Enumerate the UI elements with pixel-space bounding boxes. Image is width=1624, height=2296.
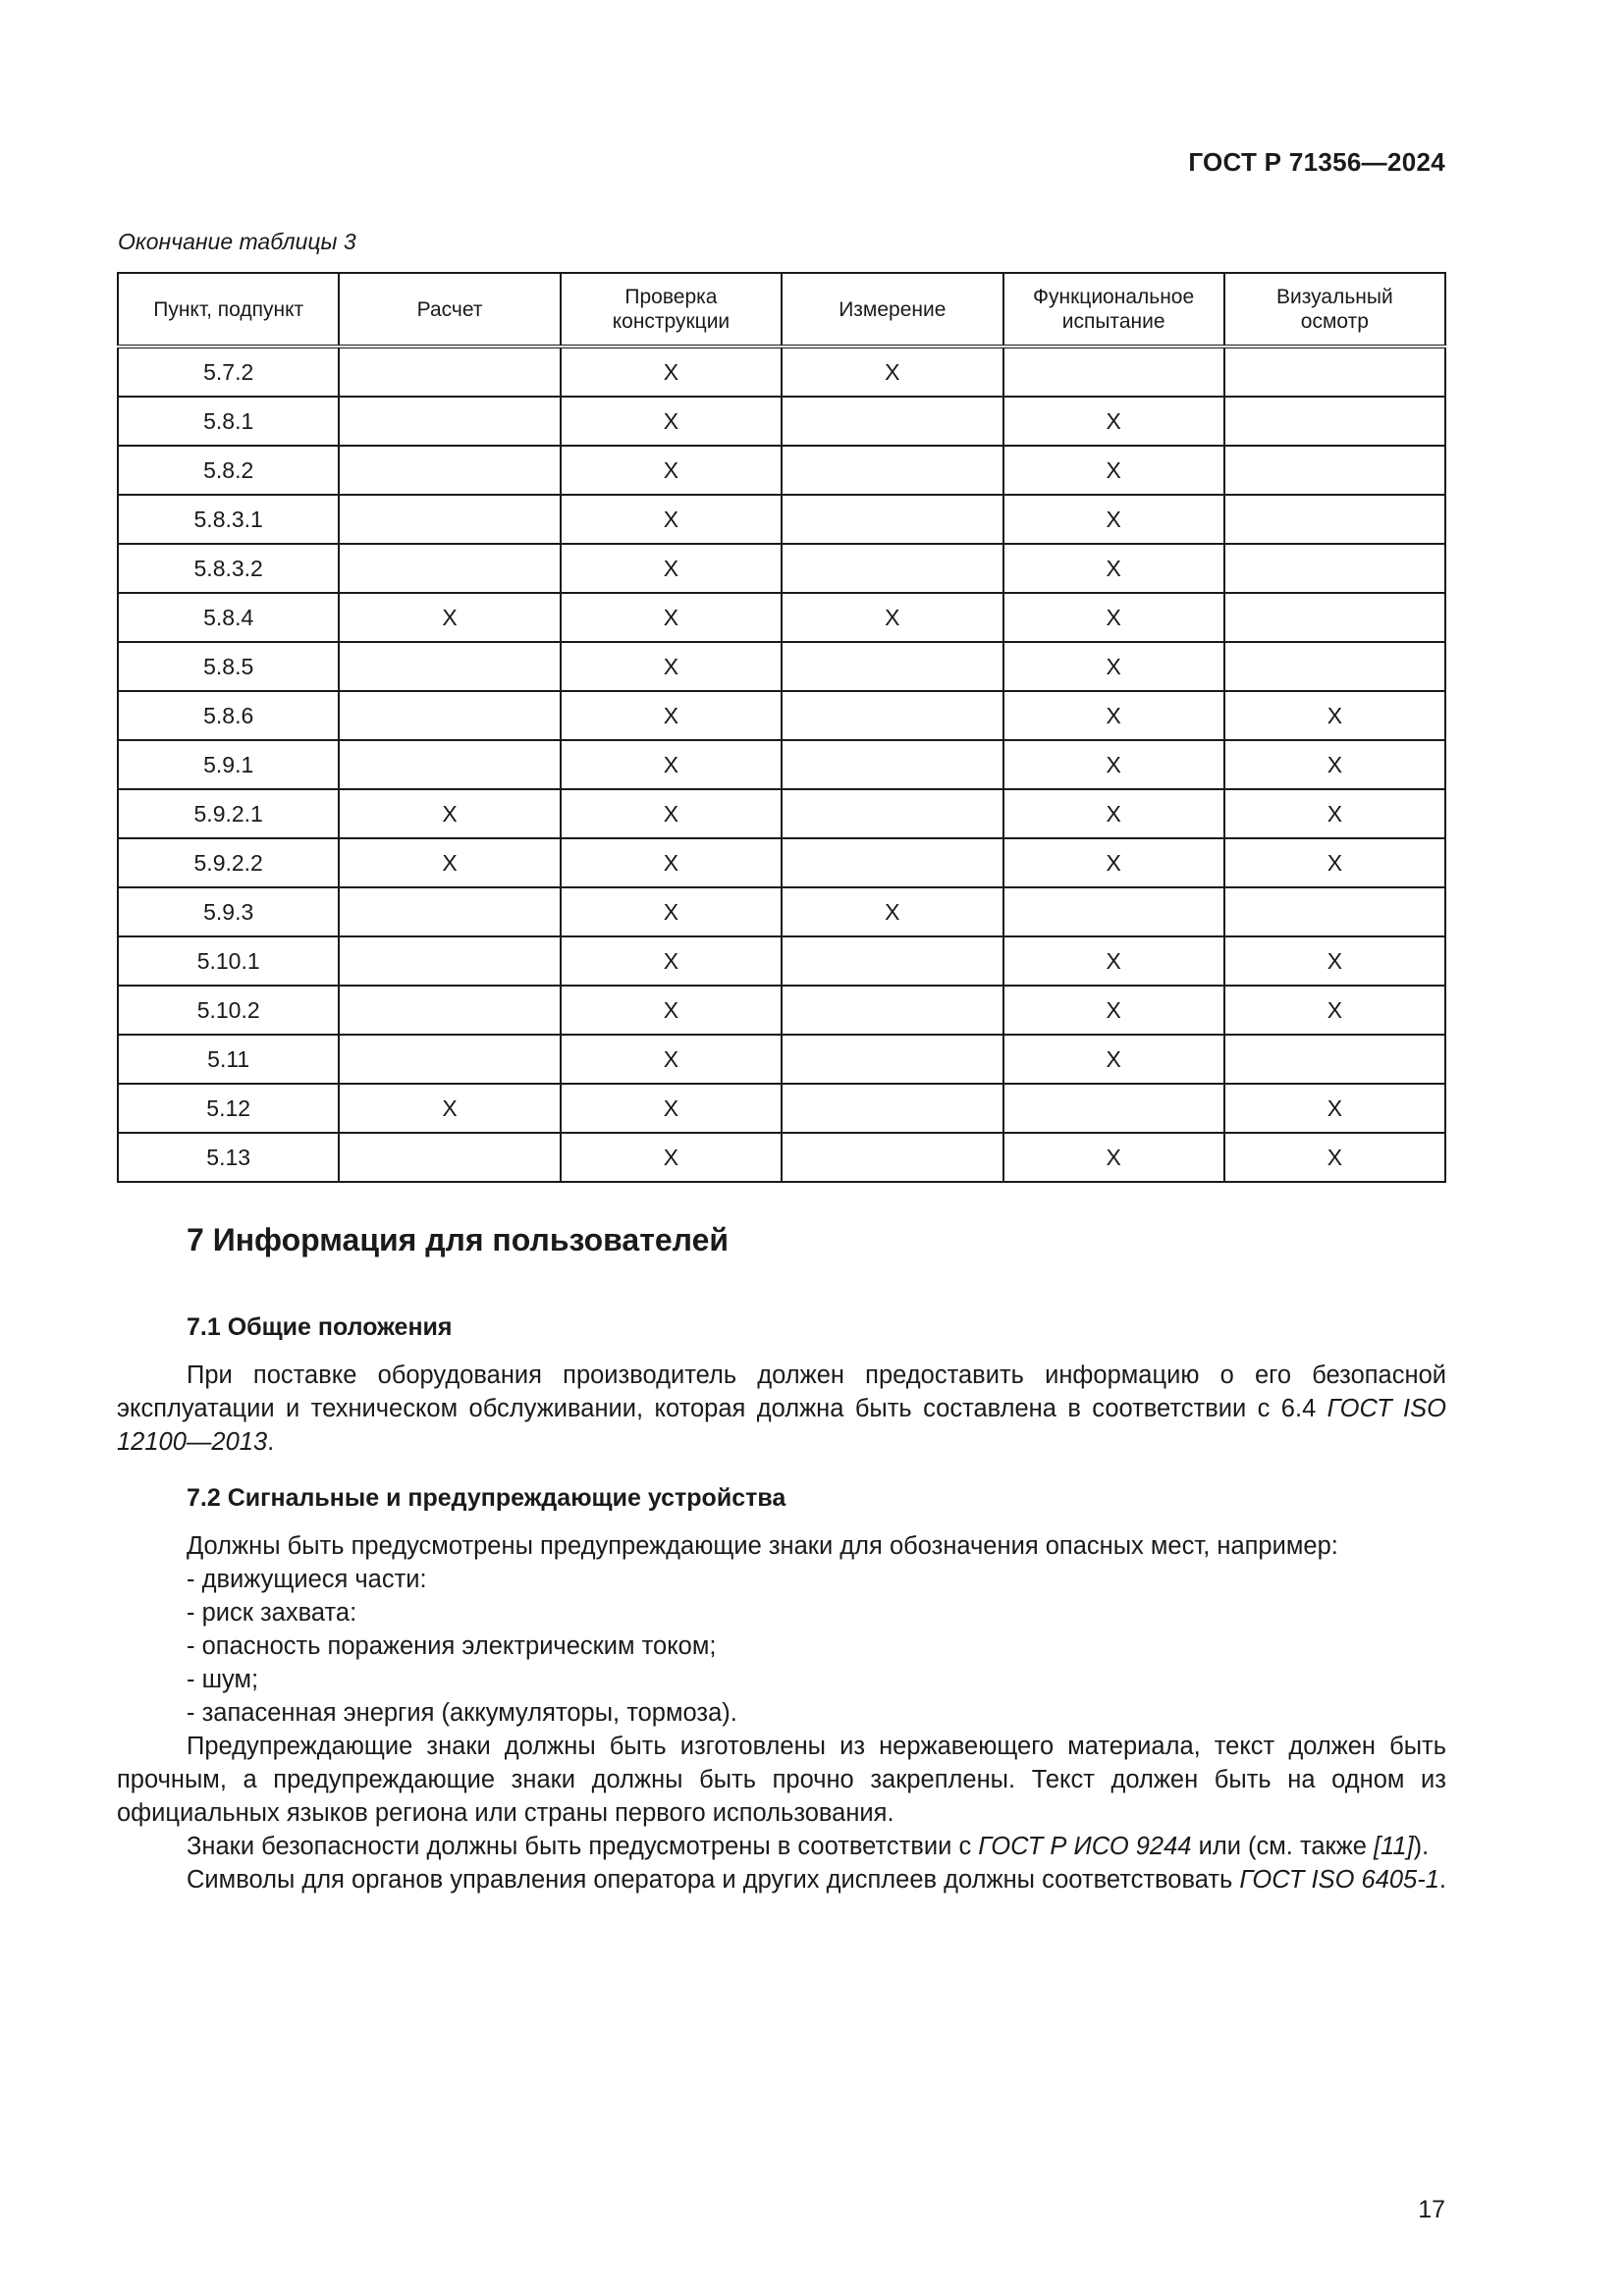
check-mark-cell: X <box>561 446 782 495</box>
check-mark-cell <box>339 544 560 593</box>
paragraph-text: . <box>267 1428 275 1456</box>
check-mark-cell <box>1003 887 1224 936</box>
check-mark-cell: X <box>339 593 560 642</box>
standard-reference: ГОСТ ISO 12100—2013 <box>117 1395 1446 1456</box>
column-header: Измерение <box>782 273 1002 347</box>
check-mark-cell: X <box>561 789 782 838</box>
check-mark-cell: X <box>1224 838 1445 887</box>
table-row <box>118 691 1445 740</box>
page-number: 17 <box>1418 2196 1445 2223</box>
check-mark-cell: X <box>1003 495 1224 544</box>
check-mark-cell: X <box>561 740 782 789</box>
table-caption: Окончание таблицы 3 <box>118 229 356 254</box>
check-mark-cell <box>782 495 1002 544</box>
check-mark-cell: X <box>1003 740 1224 789</box>
check-mark-cell <box>782 397 1002 446</box>
check-mark-cell <box>782 936 1002 986</box>
paragraph-text: Знаки безопасности должны быть предусмотрены в соответствии с <box>187 1833 979 1860</box>
clause-number-cell: 5.8.3.2 <box>118 544 339 593</box>
table-row <box>118 740 1445 789</box>
table-row <box>118 642 1445 691</box>
check-mark-cell: X <box>561 838 782 887</box>
check-mark-cell: X <box>561 495 782 544</box>
check-mark-cell <box>1224 642 1445 691</box>
check-mark-cell <box>782 1133 1002 1182</box>
clause-number-cell: 5.8.6 <box>118 691 339 740</box>
list-item: - шум; <box>187 1666 259 1693</box>
check-mark-cell <box>1224 495 1445 544</box>
clause-number-cell: 5.9.2.1 <box>118 789 339 838</box>
check-mark-cell <box>339 986 560 1035</box>
check-mark-cell <box>339 1035 560 1084</box>
document-code: ГОСТ Р 71356—2024 <box>1188 147 1445 177</box>
check-mark-cell: X <box>561 1133 782 1182</box>
check-mark-cell: X <box>561 936 782 986</box>
table-row <box>118 936 1445 986</box>
check-mark-cell <box>339 446 560 495</box>
table-row <box>118 789 1445 838</box>
table-row <box>118 347 1445 397</box>
check-mark-cell: X <box>561 593 782 642</box>
check-mark-cell: X <box>561 691 782 740</box>
column-header: Расчет <box>339 273 560 347</box>
check-mark-cell <box>782 446 1002 495</box>
paragraph: Должны быть предусмотрены предупреждающие знаки для обозначения опасных мест, например: <box>187 1532 1338 1560</box>
paragraph <box>117 1863 1446 1896</box>
check-mark-cell: X <box>1224 691 1445 740</box>
clause-number-cell: 5.8.2 <box>118 446 339 495</box>
check-mark-cell: X <box>1003 593 1224 642</box>
check-mark-cell <box>782 691 1002 740</box>
subsection-heading: 7.2 Сигнальные и предупреждающие устройства <box>187 1484 786 1512</box>
paragraph-text: . <box>1438 1866 1447 1894</box>
check-mark-cell: X <box>1224 936 1445 986</box>
check-mark-cell <box>1224 544 1445 593</box>
column-header: Пункт, подпункт <box>118 273 339 347</box>
check-mark-cell: X <box>561 1084 782 1133</box>
check-mark-cell: X <box>1003 838 1224 887</box>
standard-reference: ГОСТ ISO 6405-1 <box>1239 1866 1439 1894</box>
column-header: Визуальный осмотр <box>1224 273 1445 347</box>
check-mark-cell <box>1224 446 1445 495</box>
check-mark-cell <box>782 642 1002 691</box>
paragraph-text: При поставке оборудования производитель должен предоставить информацию о его безопасной эксплуатации и техническом обслуживании, которая должна быть составлена в соответствии с 6.4 <box>117 1362 1446 1422</box>
table-row <box>118 593 1445 642</box>
check-mark-cell <box>782 986 1002 1035</box>
column-header: Функциональное испытание <box>1003 273 1224 347</box>
clause-number-cell: 5.8.3.1 <box>118 495 339 544</box>
check-mark-cell <box>339 691 560 740</box>
paragraph <box>117 1359 1446 1459</box>
paragraph-text: или (см. также <box>1191 1833 1375 1860</box>
check-mark-cell <box>339 642 560 691</box>
table-row <box>118 1133 1445 1182</box>
paragraph: Предупреждающие знаки должны быть изготовлены из нержавеющего материала, текст должен быть прочным, а предупреждающие знаки должны быть прочно закреплены. Текст должен быть на одном из официальных языков региона или страны первого использования. <box>117 1733 1446 1827</box>
clause-number-cell: 5.9.3 <box>118 887 339 936</box>
check-mark-cell: X <box>339 789 560 838</box>
check-mark-cell: X <box>339 838 560 887</box>
check-mark-cell: X <box>1224 1084 1445 1133</box>
check-mark-cell <box>1224 1035 1445 1084</box>
check-mark-cell: X <box>1003 986 1224 1035</box>
check-mark-cell: X <box>1003 642 1224 691</box>
check-mark-cell: X <box>561 544 782 593</box>
subsection-7-2-body <box>117 1529 1446 1896</box>
check-mark-cell <box>782 1084 1002 1133</box>
check-mark-cell: X <box>339 1084 560 1133</box>
check-mark-cell <box>782 740 1002 789</box>
check-mark-cell: X <box>782 887 1002 936</box>
standard-reference: ГОСТ Р ИСО 9244 <box>978 1833 1192 1860</box>
check-mark-cell <box>782 544 1002 593</box>
list-item: - движущиеся части: <box>187 1566 427 1593</box>
clause-number-cell: 5.12 <box>118 1084 339 1133</box>
paragraph-text: ). <box>1413 1833 1430 1860</box>
table-row <box>118 838 1445 887</box>
check-mark-cell <box>1224 887 1445 936</box>
check-mark-cell: X <box>1003 544 1224 593</box>
check-mark-cell: X <box>782 347 1002 397</box>
table-row <box>118 495 1445 544</box>
clause-number-cell: 5.9.2.2 <box>118 838 339 887</box>
table-row <box>118 1084 1445 1133</box>
clause-number-cell: 5.10.2 <box>118 986 339 1035</box>
subsection-heading: 7.1 Общие положения <box>187 1313 453 1341</box>
check-mark-cell: X <box>561 397 782 446</box>
check-mark-cell <box>782 789 1002 838</box>
clause-number-cell: 5.11 <box>118 1035 339 1084</box>
check-mark-cell <box>339 495 560 544</box>
check-mark-cell: X <box>1003 1035 1224 1084</box>
table-body <box>118 347 1445 1182</box>
check-mark-cell: X <box>1003 397 1224 446</box>
clause-number-cell: 5.10.1 <box>118 936 339 986</box>
check-mark-cell: X <box>1003 789 1224 838</box>
check-mark-cell: X <box>561 347 782 397</box>
clause-number-cell: 5.9.1 <box>118 740 339 789</box>
check-mark-cell: X <box>1003 936 1224 986</box>
check-mark-cell: X <box>561 1035 782 1084</box>
clause-number-cell: 5.8.5 <box>118 642 339 691</box>
check-mark-cell <box>339 397 560 446</box>
subsection-7-1-body <box>117 1359 1446 1459</box>
check-mark-cell <box>1224 593 1445 642</box>
table-row <box>118 1035 1445 1084</box>
check-mark-cell: X <box>1224 789 1445 838</box>
table-row <box>118 544 1445 593</box>
check-mark-cell: X <box>1224 986 1445 1035</box>
hazard-list <box>117 1563 1446 1730</box>
table-row <box>118 986 1445 1035</box>
check-mark-cell: X <box>1224 1133 1445 1182</box>
column-header: Проверка конструкции <box>561 273 782 347</box>
paragraph <box>117 1830 1446 1863</box>
clause-number-cell: 5.8.4 <box>118 593 339 642</box>
check-mark-cell: X <box>561 887 782 936</box>
check-mark-cell <box>1003 347 1224 397</box>
table-row <box>118 397 1445 446</box>
check-mark-cell <box>339 887 560 936</box>
check-mark-cell: X <box>1003 446 1224 495</box>
check-mark-cell <box>339 1133 560 1182</box>
check-mark-cell <box>782 838 1002 887</box>
check-mark-cell <box>339 347 560 397</box>
clause-number-cell: 5.13 <box>118 1133 339 1182</box>
list-item: - запасенная энергия (аккумуляторы, тормоза). <box>187 1699 737 1727</box>
check-mark-cell <box>1224 397 1445 446</box>
clause-number-cell: 5.8.1 <box>118 397 339 446</box>
table-header-row <box>118 273 1445 347</box>
section-heading: 7 Информация для пользователей <box>187 1222 730 1257</box>
check-mark-cell <box>339 740 560 789</box>
check-mark-cell <box>782 1035 1002 1084</box>
paragraph-text: Символы для органов управления оператора и других дисплеев должны соответствовать <box>187 1866 1240 1894</box>
check-mark-cell: X <box>561 642 782 691</box>
control-methods-table <box>117 272 1446 1183</box>
list-item: - риск захвата: <box>187 1599 357 1627</box>
check-mark-cell <box>1003 1084 1224 1133</box>
clause-number-cell: 5.7.2 <box>118 347 339 397</box>
list-item: - опасность поражения электрическим током; <box>187 1632 717 1660</box>
check-mark-cell: X <box>1224 740 1445 789</box>
check-mark-cell <box>1224 347 1445 397</box>
check-mark-cell: X <box>561 986 782 1035</box>
check-mark-cell <box>339 936 560 986</box>
check-mark-cell: X <box>1003 691 1224 740</box>
table-row <box>118 446 1445 495</box>
table-row <box>118 887 1445 936</box>
check-mark-cell: X <box>782 593 1002 642</box>
bibliography-reference: [11] <box>1374 1833 1414 1860</box>
check-mark-cell: X <box>1003 1133 1224 1182</box>
